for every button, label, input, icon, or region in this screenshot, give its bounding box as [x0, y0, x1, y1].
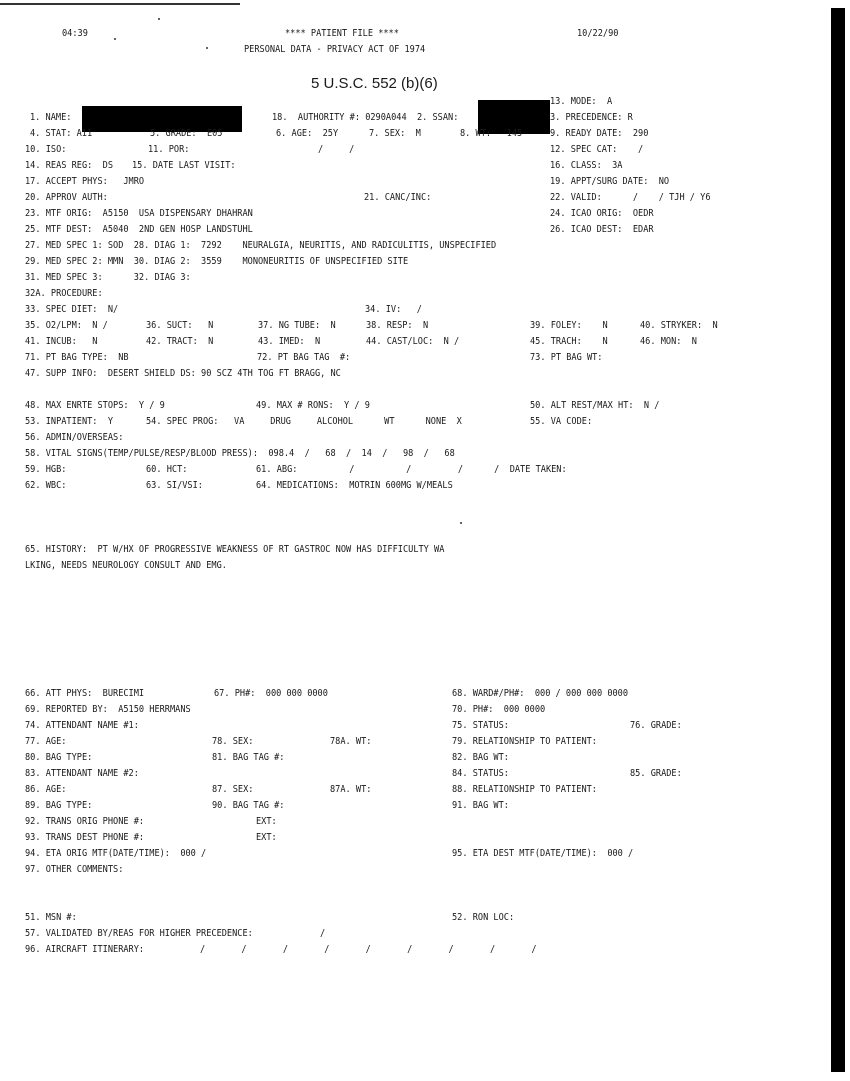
field-incub: 41. INCUB: N — [25, 336, 98, 347]
field-pt-bag-wt: 73. PT BAG WT: — [530, 352, 603, 363]
field-cast-loc: 44. CAST/LOC: N / — [366, 336, 460, 347]
field-authority: 18. AUTHORITY #: 0290A044 2. SSAN: — [272, 112, 459, 123]
field-mon: 46. MON: N — [640, 336, 697, 347]
field-validated-by: 57. VALIDATED BY/REAS FOR HIGHER PRECEDENCE: — [25, 928, 253, 939]
field-med-spec-1-diag-1: 27. MED SPEC 1: SOD 28. DIAG 1: 7292 NEURALGIA, NEURITIS, AND RADICULITIS, UNSPECIFIED — [25, 240, 497, 251]
field-suct: 36. SUCT: N — [146, 320, 214, 331]
print-date: 10/22/90 — [577, 28, 619, 39]
field-attendant-1-age: 77. AGE: — [25, 736, 67, 747]
field-por-value: / / — [318, 144, 355, 155]
field-age: 6. AGE: 25Y — [276, 128, 339, 139]
field-med-spec-3-diag-3: 31. MED SPEC 3: 32. DIAG 3: — [25, 272, 191, 283]
field-valid: 22. VALID: / / TJH / Y6 — [550, 192, 711, 203]
scan-speck — [206, 47, 208, 49]
scan-edge-bar — [831, 8, 845, 1072]
scan-speck — [114, 38, 116, 40]
field-attendant-1-bag-type: 80. BAG TYPE: — [25, 752, 93, 763]
field-attendant-1-relationship: 79. RELATIONSHIP TO PATIENT: — [452, 736, 597, 747]
scan-speck — [460, 522, 462, 524]
field-abg: 61. ABG: / / / / DATE TAKEN: — [256, 464, 567, 475]
field-other-comments: 97. OTHER COMMENTS: — [25, 864, 124, 875]
field-ron-loc: 52. RON LOC: — [452, 912, 515, 923]
field-history: 65. HISTORY: PT W/HX OF PROGRESSIVE WEAKNESS OF RT GASTROC NOW HAS DIFFICULTY WA — [25, 544, 445, 555]
field-max-enrte-stops: 48. MAX ENRTE STOPS: Y / 9 — [25, 400, 165, 411]
field-pt-bag-tag: 72. PT BAG TAG #: — [257, 352, 351, 363]
field-attendant-1-sex: 78. SEX: — [212, 736, 254, 747]
field-eta-dest: 95. ETA DEST MTF(DATE/TIME): 000 / — [452, 848, 634, 859]
field-attendant-2-relationship: 88. RELATIONSHIP TO PATIENT: — [452, 784, 597, 795]
field-attendant-2-status: 84. STATUS: — [452, 768, 509, 779]
field-stryker: 40. STRYKER: N — [640, 320, 718, 331]
field-por: 11. POR: — [148, 144, 190, 155]
field-ward-phone: 68. WARD#/PH#: 000 / 000 000 0000 — [452, 688, 629, 699]
field-attendant-2-age: 86. AGE: — [25, 784, 67, 795]
field-attendant-2-bag-tag: 90. BAG TAG #: — [212, 800, 285, 811]
field-canc-inc: 21. CANC/INC: — [364, 192, 432, 203]
field-validated-by-value: / — [320, 928, 326, 939]
field-date-last-visit: 15. DATE LAST VISIT: — [132, 160, 236, 171]
field-spec-cat: 12. SPEC CAT: / — [550, 144, 644, 155]
field-class: 16. CLASS: 3A — [550, 160, 623, 171]
scan-speck — [158, 18, 160, 20]
field-aircraft-itinerary: 96. AIRCRAFT ITINERARY: — [25, 944, 145, 955]
field-imed: 43. IMED: N — [258, 336, 321, 347]
field-foley: 39. FOLEY: N — [530, 320, 608, 331]
field-iso: 10. ISO: — [25, 144, 67, 155]
field-att-phys-phone: 67. PH#: 000 000 0000 — [214, 688, 328, 699]
field-weight: 8. WT: 145 — [460, 128, 523, 139]
field-tract: 42. TRACT: N — [146, 336, 214, 347]
field-history-cont: LKING, NEEDS NEUROLOGY CONSULT AND EMG. — [25, 560, 227, 571]
field-max-rons: 49. MAX # RONS: Y / 9 — [256, 400, 370, 411]
field-attendant-2-sex: 87. SEX: — [212, 784, 254, 795]
field-alt-rest: 50. ALT REST/MAX HT: N / — [530, 400, 660, 411]
field-attendant-2-name: 83. ATTENDANT NAME #2: — [25, 768, 139, 779]
field-icao-dest: 26. ICAO DEST: EDAR — [550, 224, 654, 235]
field-attendant-1-name: 74. ATTENDANT NAME #1: — [25, 720, 139, 731]
field-reporter-phone: 70. PH#: 000 0000 — [452, 704, 546, 715]
field-msn: 51. MSN #: — [25, 912, 77, 923]
field-approv-auth: 20. APPROV AUTH: — [25, 192, 108, 203]
field-attendant-1-bag-wt: 82. BAG WT: — [452, 752, 509, 763]
field-mtf-orig: 23. MTF ORIG: A5150 USA DISPENSARY DHAHRAN — [25, 208, 253, 219]
field-trans-orig-phone: 92. TRANS ORIG PHONE #: — [25, 816, 145, 827]
field-procedure: 32A. PROCEDURE: — [25, 288, 103, 299]
field-attendant-2-grade: 85. GRADE: — [630, 768, 682, 779]
field-reported-by: 69. REPORTED BY: A5150 HERRMANS — [25, 704, 191, 715]
field-resp: 38. RESP: N — [366, 320, 429, 331]
top-rule — [0, 3, 240, 5]
field-attendant-2-wt: 87A. WT: — [330, 784, 372, 795]
field-aircraft-itinerary-value: / / / / / / / / / — [200, 944, 537, 955]
field-va-code: 55. VA CODE: — [530, 416, 593, 427]
field-ready-date: 9. READY DATE: 290 — [550, 128, 649, 139]
print-time: 04:39 — [62, 28, 88, 39]
field-ng-tube: 37. NG TUBE: N — [258, 320, 336, 331]
field-grade: 5. GRADE: E05 — [150, 128, 223, 139]
field-supp-info: 47. SUPP INFO: DESERT SHIELD DS: 90 SCZ 4TH TOG FT BRAGG, NC — [25, 368, 341, 379]
field-trans-orig-ext: EXT: — [256, 816, 277, 827]
field-trans-dest-ext: EXT: — [256, 832, 277, 843]
field-hgb: 59. HGB: — [25, 464, 67, 475]
field-hct: 60. HCT: — [146, 464, 188, 475]
foia-exemption-stamp: 5 U.S.C. 552 (b)(6) — [311, 75, 438, 92]
field-att-phys: 66. ATT PHYS: BURECIMI — [25, 688, 145, 699]
field-accept-phys: 17. ACCEPT PHYS: JMRO — [25, 176, 145, 187]
field-icao-orig: 24. ICAO ORIG: OEDR — [550, 208, 654, 219]
field-reas-reg: 14. REAS REG: DS — [25, 160, 114, 171]
field-wbc: 62. WBC: — [25, 480, 67, 491]
field-pt-bag-type: 71. PT BAG TYPE: NB — [25, 352, 129, 363]
field-attendant-1-bag-tag: 81. BAG TAG #: — [212, 752, 285, 763]
field-precedence: 3. PRECEDENCE: R — [550, 112, 633, 123]
field-attendant-2-bag-type: 89. BAG TYPE: — [25, 800, 93, 811]
field-spec-prog: 54. SPEC PROG: VA DRUG ALCOHOL WT NONE X — [146, 416, 462, 427]
field-medications: 64. MEDICATIONS: MOTRIN 600MG W/MEALS — [256, 480, 453, 491]
field-o2-lpm: 35. O2/LPM: N / — [25, 320, 108, 331]
field-attendant-1-wt: 78A. WT: — [330, 736, 372, 747]
field-sex: 7. SEX: M — [369, 128, 421, 139]
field-admin-overseas: 56. ADMIN/OVERSEAS: — [25, 432, 124, 443]
field-si-vsi: 63. SI/VSI: — [146, 480, 203, 491]
field-stat: 4. STAT: A11 — [30, 128, 93, 139]
field-attendant-2-bag-wt: 91. BAG WT: — [452, 800, 509, 811]
field-trans-dest-phone: 93. TRANS DEST PHONE #: — [25, 832, 145, 843]
field-mode: 13. MODE: A — [550, 96, 613, 107]
field-spec-diet: 33. SPEC DIET: N/ — [25, 304, 119, 315]
field-med-spec-2-diag-2: 29. MED SPEC 2: MMN 30. DIAG 2: 3559 MONONEURITIS OF UNSPECIFIED SITE — [25, 256, 409, 267]
field-appt-surg-date: 19. APPT/SURG DATE: NO — [550, 176, 670, 187]
field-attendant-1-status: 75. STATUS: — [452, 720, 509, 731]
field-iv: 34. IV: / — [365, 304, 422, 315]
field-attendant-1-grade: 76. GRADE: — [630, 720, 682, 731]
privacy-act-notice: PERSONAL DATA - PRIVACY ACT OF 1974 — [244, 44, 426, 55]
field-eta-orig: 94. ETA ORIG MTF(DATE/TIME): 000 / — [25, 848, 207, 859]
field-trach: 45. TRACH: N — [530, 336, 608, 347]
field-name: 1. NAME: — [30, 112, 72, 123]
field-inpatient: 53. INPATIENT: Y — [25, 416, 114, 427]
field-vital-signs: 58. VITAL SIGNS(TEMP/PULSE/RESP/BLOOD PRESS): 098.4 / 68 / 14 / 98 / 68 — [25, 448, 455, 459]
field-mtf-dest: 25. MTF DEST: A5040 2ND GEN HOSP LANDSTUHL — [25, 224, 253, 235]
file-title: **** PATIENT FILE **** — [285, 28, 399, 39]
